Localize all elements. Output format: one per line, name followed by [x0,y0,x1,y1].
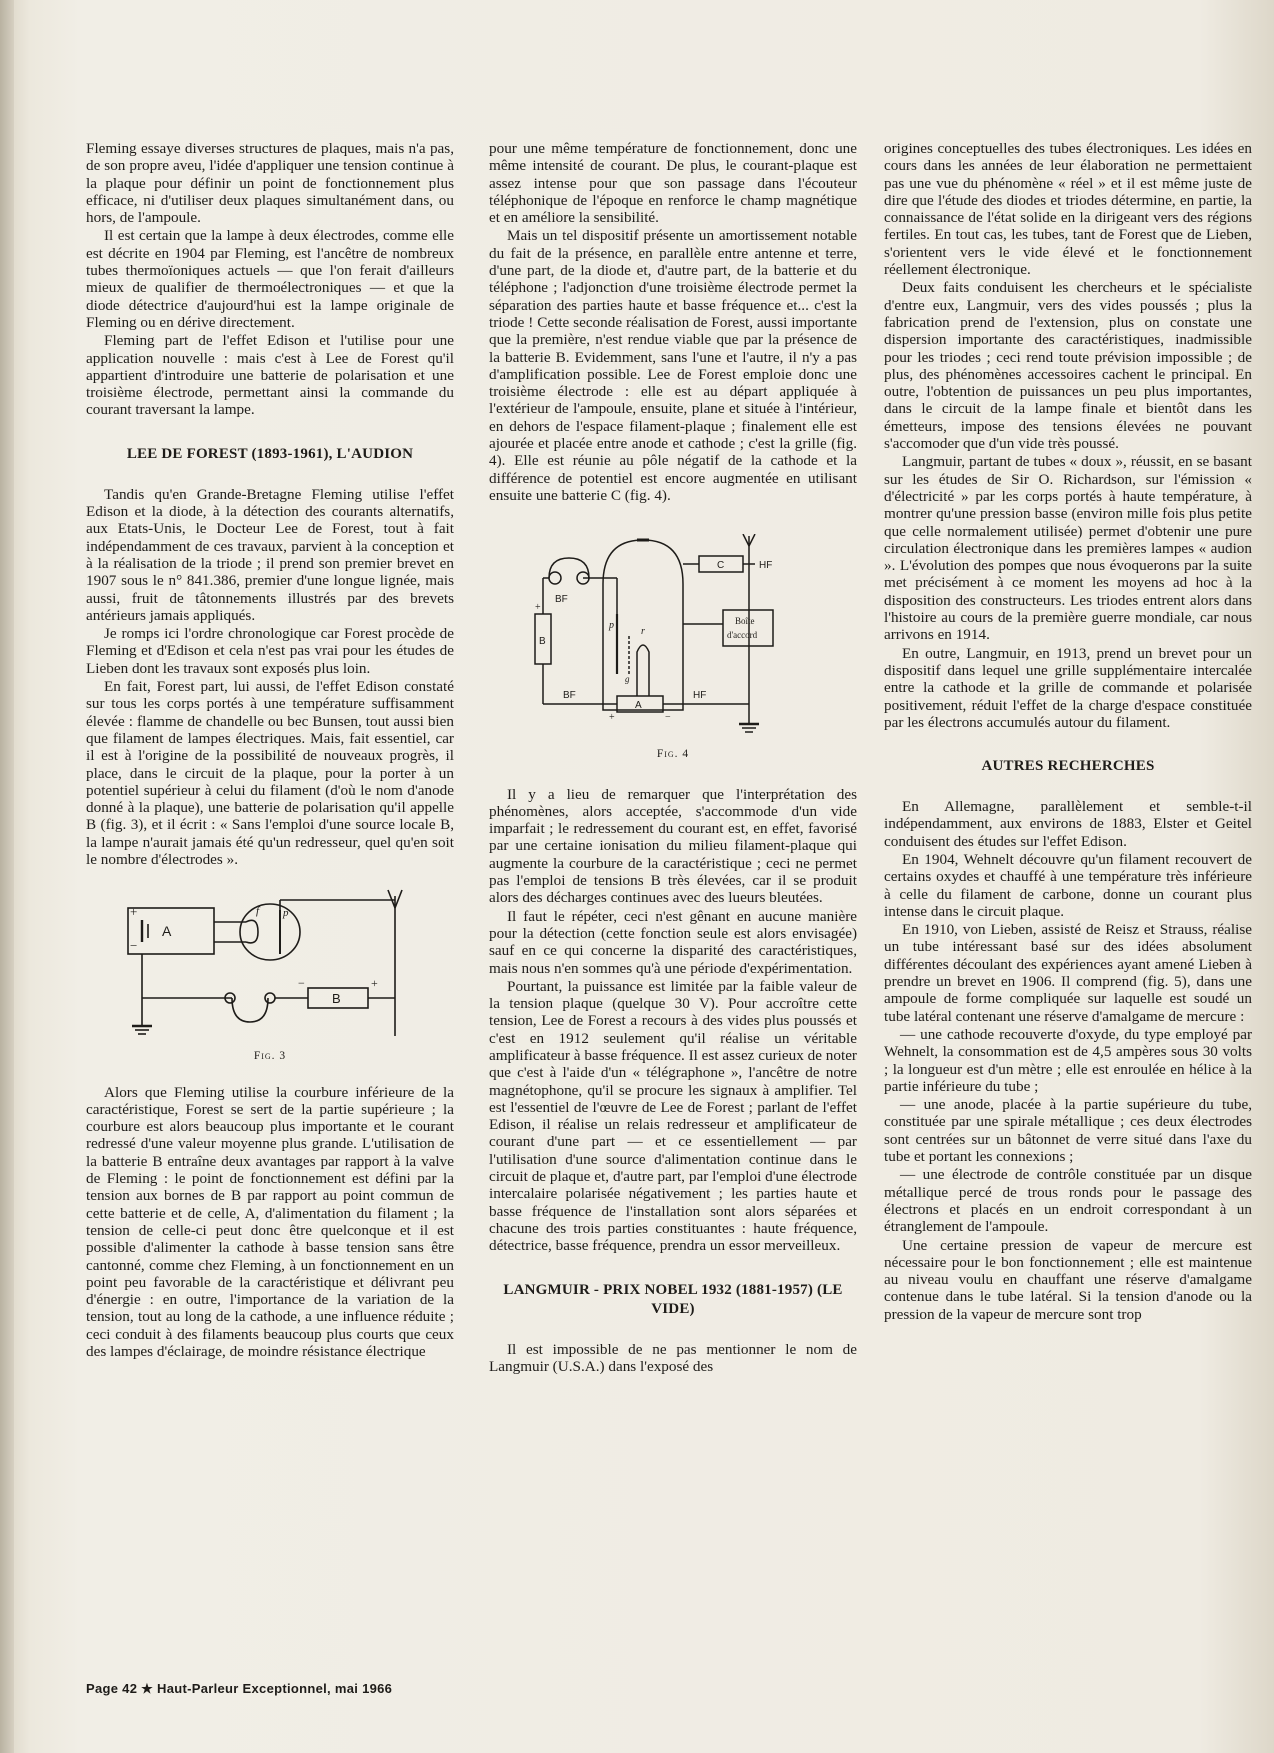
paragraph: Pourtant, la puissance est limitée par la faible valeur de la tension plaque (quelque 30 V). Pour accroître cette tension, Lee de Forest a recours à des vides plus poussés et c'est en 1912 seulement qu'il réalise un véritable amplificateur à basse fréquence. Il est assez curieux de noter que c'est à l'aide d'un « télégraphone », l'ancêtre de notre magnétophone, qu'il se procure les signaux à amplifier. Tel est l'essentiel de l'œuvre de Lee de Forest ; parlant de l'effet Edison, il réalise un relais redresseur et amplificateur de courant d'une part — et ce essentiellement — par l'utilisation d'une source d'alimentation continue dans le circuit de plaque et, d'autre part, par l'emploi d'une électrode intercalaire polarisée négativement ; les parties haute et basse fréquence de l'installation sont alors séparées et chacune des trois parties constituantes : haute fréquence, détectrice, basse fréquence, prendra un essor merveilleux. [489,977,857,1255]
fig3-minus-sign-b: − [298,976,305,991]
fig4-label-p: p [609,620,614,632]
paragraph: Il est impossible de ne pas mentionner le nom de Langmuir (U.S.A.) dans l'exposé des [489,1340,857,1375]
section-heading-langmuir: LANGMUIR - PRIX NOBEL 1932 (1881-1957) (LE VIDE) [503,1281,843,1317]
fig4-label-boite: Boîte [735,616,755,627]
paragraph: Tandis qu'en Grande-Bretagne Fleming utilise l'effet Edison et la diode, à la détection des courants alternatifs, aux Etats-Unis, le Docteur Lee de Forest, tout à fait indépendamment de ces travaux, parvient à la conception et à la réalisation de la triode ; il prend son premier brevet en 1907 sous le n° 841.386, premier d'une longue lignée, mais aussi, fruit de tâtonnements illustrés par des brevets antérieurs jamais appliqués. [86,485,454,624]
figure-3-caption: Fig. 3 [253,1050,287,1063]
fig3-label-f: f [256,905,260,918]
figure-4-circuit-diagram [533,534,813,744]
figure-3-circuit-diagram [120,886,420,1046]
fig4-label-g: g [625,674,630,685]
paragraph: En outre, Langmuir, en 1913, prend un brevet pour un dispositif dans lequel une grille supplémentaire intercalée entre la cathode et la grille de commande et polarisée positivement, réduit l'effet de la charge d'espace constituée par les électrons accumulés autour du filament. [884,644,1252,731]
paragraph: Fleming essaye diverses structures de plaques, mais n'a pas, de son propre aveu, l'idée d'appliquer une tension continue à la plaque pour définir un point de fonctionnement plus efficace, ni d'utiliser deux plaques simultanément dans, ou hors, de l'ampoule. [86,140,454,227]
fig3-label-a: A [162,923,172,940]
paragraph: En Allemagne, parallèlement et semble-t-il indépendamment, aux environs de 1883, Elster et Geitel conduisent des études sur l'effet Edison. [884,798,1252,850]
paragraph: Il est certain que la lampe à deux électrodes, comme elle est décrite en 1904 par Fleming, est l'ancêtre de nombreux tubes thermoïoniques actuels — que l'on ferait d'ailleurs mieux de qualifier de thermoélectroniques — et que la diode détectrice d'aujourd'hui est la lampe originale de Fleming ou en dérive directement. [86,227,454,331]
fig4-plus-sign-a: + [609,712,615,724]
fig4-label-c: C [717,560,725,572]
figure-4-caption: Fig. 4 [656,748,690,761]
paragraph: Alors que Fleming utilise la courbure inférieure de la caractéristique, Forest se sert de la partie supérieure ; la courbure est alors beaucoup plus importante et le courant redressé d'une valeur moyenne plus grande. L'utilisation de la batterie B entraîne deux avantages par rapport à la valve de Fleming : le point de fonctionnement est défini par la tension aux bornes de B par rapport au point commun de cette batterie et de celle, A, d'alimentation du filament ; la tension de celle-ci peut donc être quelconque et il est possible d'alimenter la cathode à basse tension sans être cantonné, comme chez Fleming, à un fonctionnement en un point peu favorable de la caractéristique et délivrant peu d'énergie : en outre, l'importance de la variation de la tension, tout au long de la cathode, a une influence réduite ; ceci conduit à des filaments beaucoup plus courts que ceux des lampes d'éclairage, de moindre résistance électrique [86,1083,454,1361]
paragraph: En fait, Forest part, lui aussi, de l'effet Edison constaté sur tous les corps portés à une température suffisamment élevée : flamme de chandelle ou bec Bunsen, tout aussi bien que filament de lampes électriques. Mais, fait essentiel, car il est à l'origine de la possibilité de nouveaux progrès, il place, dans le circuit de la plaque, pour la porter à un potentiel supérieur à celui du filament (d'où le nom d'anode donné à la plaque), une batterie de polarisation qu'il appelle B (fig. 3), et il écrit : « Sans l'emploi d'une source locale B, la lampe n'aurait jamais été qu'un redresseur, quel qu'en soit le nombre d'électrodes ». [86,678,454,868]
paragraph: En 1910, von Lieben, assisté de Reisz et Strauss, réalise un tube intéressant basé sur des idées absolument différentes découlant des expériences ayant amené Lieben à prendre un brevet en 1906. Il comprend (fig. 5), dans une ampoule de forme compliquée sur laquelle est soudé un tube latéral contenant une réserve d'amalgame de mercure : [884,921,1252,1025]
list-item: — une électrode de contrôle constituée par un disque métallique percé de trous ronds pour le passage des électrons et placés en un endroit correspondant à un étranglement de l'ampoule. [884,1166,1252,1236]
figure-3 [86,886,454,1065]
fig4-label-b: B [539,636,546,648]
fig4-label-hf-top: HF [759,560,773,572]
fig3-plus-sign-b: + [371,976,378,991]
paragraph: origines conceptuelles des tubes électroniques. Les idées en cours dans les années de leur élaboration ne permettaient pas une vue du phénomène « réel » et il est même juste de dire que l'étude des diodes et triodes détermine, en partie, la connaissance de l'état solide en la dirigeant vers des régions fertiles. En tout cas, les tubes, tant de Forest que de Lieben, s'orientent vers le vide élevé et le fonctionnement réellement électronique. [884,140,1252,279]
fig4-plus-sign: + [535,602,541,614]
column-3 [884,140,1252,1671]
page-footer: Page 42 ★ Haut-Parleur Exceptionnel, mai 1966 [86,1681,393,1696]
list-item: — une cathode recouverte d'oxyde, du type employé par Wehnelt, la consommation est de 4,5 ampères sous 30 volts ; la longueur est d'un mètre ; elle est enroulée en hélice à la partie inférieure du tube ; [884,1025,1252,1095]
paragraph: Mais un tel dispositif présente un amortissement notable du fait de la présence, en parallèle entre antenne et terre, d'une part, de la diode et, d'autre part, de la batterie et du téléphone ; l'adjonction d'une troisième électrode permet la séparation des parties haute et basse fréquence et... c'est la triode ! Cette seconde réalisation de Forest, aussi importante que la première, n'est rendue viable que par la présence de la batterie B. Evidemment, sans l'une et l'autre, il n'y a pas d'amplification possible. Lee de Forest emploie donc une troisième électrode : elle est au départ appliquée à l'extérieur de l'ampoule, ensuite, plane et située à l'intérieur, en dehors de l'espace filament-plaque ; finalement elle est ajourée et placée entre anode et cathode ; c'est la grille (fig. 4). Elle est réunie au pôle négatif de la cathode et la différence de potentiel est encore augmentée en utilisant ensuite une batterie C (fig. 4). [489,227,857,504]
paragraph: En 1904, Wehnelt découvre qu'un filament recouvert de certains oxydes et chauffé à une température très inférieure à celle du filament de carbone, donne un courant plus intense dans le circuit plaque. [884,850,1252,920]
fig3-label-p: p [283,907,289,920]
paragraph: Deux faits conduisent les chercheurs et le spécialiste d'entre eux, Langmuir, vers des vides poussés ; plus la fabrication prend de l'extension, plus on constate une dispersion importante des caractéristiques, inadmissible pour les triodes ; ceci rend toute prévision impossible ; de plus, des phénomènes accessoires cachent le principal. En outre, l'obtention de puissances un peu plus importantes, dans le circuit de la lampe finale et bientôt dans les émetteurs, impose des tensions élevées ne pouvant s'accomoder que d'un vide très poussé. [884,279,1252,453]
fig4-label-bf-top: BF [555,594,568,606]
figure-4 [489,534,857,763]
column-2 [489,140,857,1671]
fig4-label-bf-bottom: BF [563,690,576,702]
paragraph: Je romps ici l'ordre chronologique car Forest procède de Fleming et d'Edison et cela n'est pas vrai pour les études de Lieben dont les travaux sont exposés plus loin. [86,625,454,677]
fig3-minus-sign: − [130,938,138,954]
section-heading-lee-de-forest: LEE DE FOREST (1893-1961), L'AUDION [126,445,414,462]
paragraph: pour une même température de fonctionnement, donc une même intensité de courant. De plus, le courant-plaque est assez intense pour que son passage dans l'écouteur téléphonique de l'époque en renforce le champ magnétique et en améliore la sensibilité. [489,140,857,227]
fig4-minus-sign-a: − [665,712,671,724]
fig4-label-a: A [635,700,642,712]
paragraph: Langmuir, partant de tubes « doux », réussit, en se basant sur les études de Sir O. Richardson, sur l'émission « d'électricité » par les corps portés à haute température, à montrer qu'une pression basse (environ mille fois plus petite que celle normalement utilisée) permet d'obtenir une pure circulation électronique dans les premières lampes « audion ». L'évolution des pompes que nous évoquerons par la suite met précisément à ce moment les moyens ad hoc à la disposition des constructeurs. Les triodes entrent alors dans l'histoire au cours de la première guerre mondiale, car nous arrivons en 1914. [884,453,1252,644]
fig3-label-b: B [332,991,341,1007]
paragraph: Il faut le répéter, ceci n'est gênant en aucune manière pour la détection (cette fonction seule est alors envisagée) sauf en ce qui concerne la disparité des caractéristiques, mais nous n'en sommes qu'à une période d'expérimentation. [489,907,857,977]
fig3-plus-sign: + [130,904,138,920]
column-1 [86,140,454,1671]
fig4-label-hf-bottom: HF [693,690,707,702]
fig4-label-accord: d'accord [727,630,758,641]
fig4-label-r: r [641,626,645,638]
section-heading-autres-recherches: AUTRES RECHERCHES [981,758,1155,775]
paragraph: Une certaine pression de vapeur de mercure est nécessaire pour le bon fonctionnement ; elle est maintenue au niveau voulu en chauffant une réserve d'amalgame contenue dans le tube latéral. Si la tension d'anode ou la pression de la vapeur de mercure sont trop [884,1236,1252,1323]
paragraph: Il y a lieu de remarquer que l'interprétation des phénomènes, alors acceptée, s'accommode d'un vide imparfait ; le redressement du courant est, en effet, favorisé par une certaine ionisation du milieu filament-plaque qui augmente la courbure de la caractéristique ; ceci ne permet pas l'emploi de tensions B très élevées, car il se produit alors des décharges continues avec des lueurs bleutées. [489,785,857,907]
list-item: — une anode, placée à la partie supérieure du tube, constituée par une spirale métallique ; ces deux électrodes sont centrées sur un bâtonnet de verre situé dans l'axe du tube et portant les connexions ; [884,1096,1252,1166]
paragraph: Fleming part de l'effet Edison et l'utilise pour une application nouvelle : mais c'est à Lee de Forest qu'il appartient d'introduire une batterie de polarisation et une troisième électrode, permettant ainsi la commande du courant traversant la lampe. [86,332,454,419]
